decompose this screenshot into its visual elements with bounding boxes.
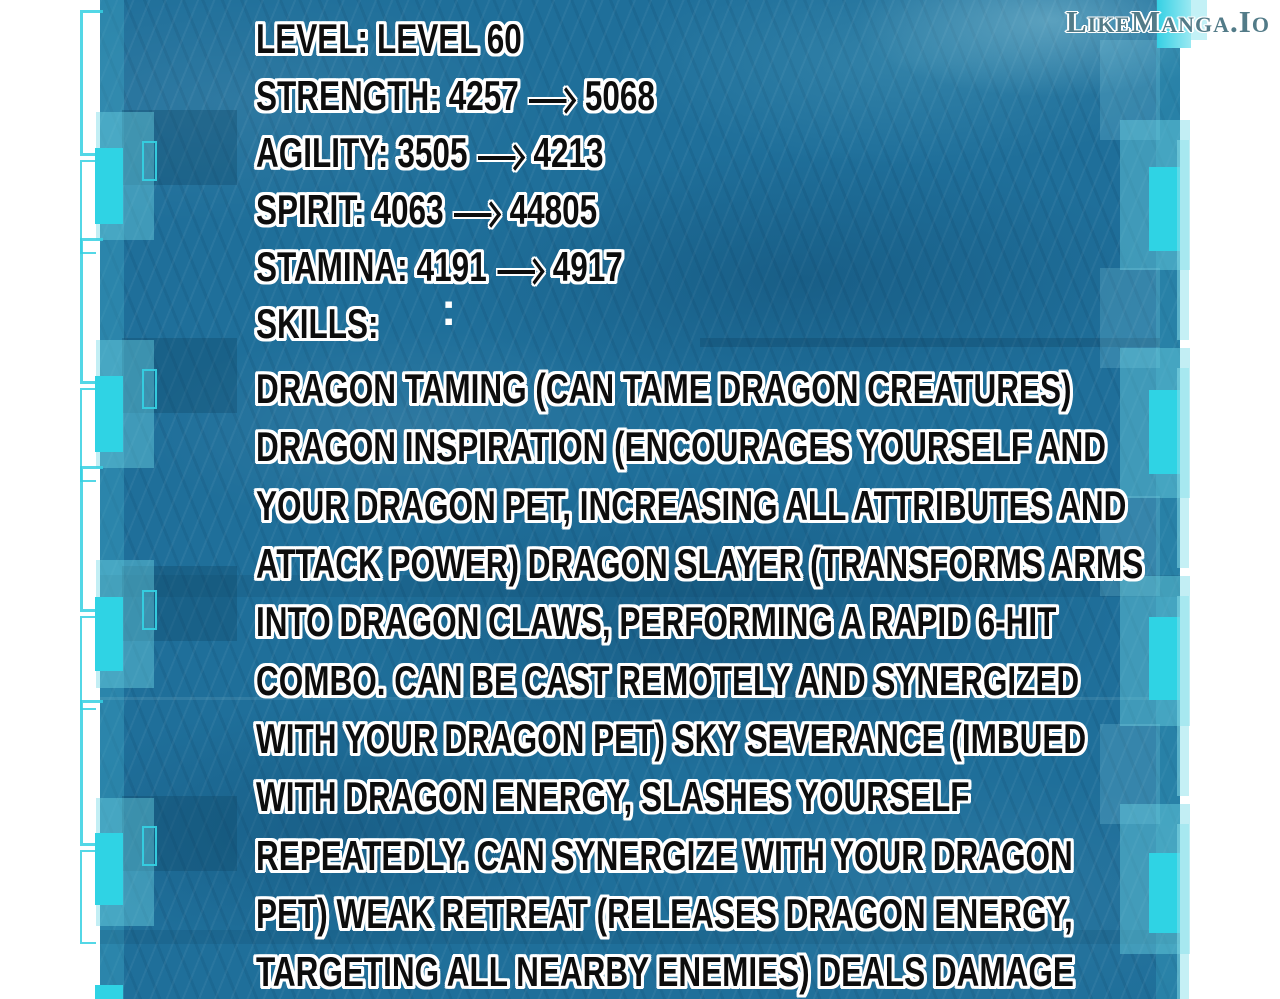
stat-from: 4063 [373, 186, 444, 233]
skills-text-line: WITH DRAGON ENERGY, SLASHES YOURSELF [256, 773, 970, 820]
stat-from: 3505 [397, 129, 468, 176]
stat-value: LEVEL 60 [377, 15, 522, 62]
skills-text-line: DRAGON TAMING (CAN TAME DRAGON CREATURES) [256, 365, 1072, 412]
glitch-outline-rect [142, 141, 157, 181]
stat-line-spirit [256, 186, 598, 233]
skills-text-line: REPEATEDLY. CAN SYNERGIZE WITH YOUR DRAGON [256, 832, 1073, 879]
skills-text-line: ATTACK POWER) DRAGON SLAYER (TRANSFORMS ARMS [256, 540, 1144, 587]
stat-label: AGILITY: [256, 129, 389, 176]
glitch-light-strip [1177, 596, 1189, 796]
arrow-right-icon [496, 259, 544, 285]
skills-text-line: DRAGON INSPIRATION (ENCOURAGES YOURSELF AND [256, 423, 1106, 470]
glitch-light-strip [1177, 140, 1189, 340]
glitch-bright-block [1149, 167, 1180, 251]
glitch-bright-block [95, 833, 123, 905]
glitch-bright-block [95, 985, 123, 999]
stat-to: 4917 [552, 243, 623, 290]
skills-text-line: YOUR DRAGON PET, INCREASING ALL ATTRIBUTES AND [256, 482, 1127, 529]
stat-label: SPIRIT: [256, 186, 365, 233]
glitch-light-strip [1177, 824, 1189, 999]
glitch-bright-block [95, 148, 123, 224]
stat-line-level [256, 15, 522, 62]
glitch-bright-block [1149, 853, 1180, 933]
glitch-outline-rect [142, 826, 157, 866]
stat-line-agility [256, 129, 604, 176]
watermark: LikeManga.Io [1066, 4, 1270, 39]
glitch-light-strip [1177, 368, 1189, 568]
arrow-right-icon [528, 88, 576, 114]
stat-to: 44805 [509, 186, 598, 233]
glitch-bright-block [95, 376, 123, 452]
glitch-bright-block [1149, 390, 1180, 474]
stat-line-skills-header [256, 300, 379, 347]
glitch-bracket [80, 850, 96, 944]
skills-text-line: WITH YOUR DRAGON PET) SKY SEVERANCE (IMBUED [256, 715, 1087, 762]
stat-line-strength [256, 72, 655, 119]
arrow-right-icon [476, 145, 524, 171]
stat-line-stamina [256, 243, 623, 290]
stat-from: 4257 [448, 72, 519, 119]
glitch-outline-rect [142, 590, 157, 630]
glitch-bracket [80, 616, 96, 710]
skills-text-line: INTO DRAGON CLAWS, PERFORMING A RAPID 6-HIT [256, 598, 1057, 645]
skills-text-line: PET) WEAK RETREAT (RELEASES DRAGON ENERGY, [256, 890, 1073, 937]
stat-label: STRENGTH: [256, 72, 440, 119]
glitch-bright-block [1149, 617, 1180, 700]
arrow-right-icon [453, 202, 501, 228]
stat-to: 5068 [584, 72, 655, 119]
glitch-band [700, 338, 1160, 347]
stat-label: LEVEL: [256, 15, 369, 62]
stat-label: STAMINA: [256, 243, 408, 290]
glitch-outline-rect [142, 369, 157, 409]
stat-from: 4191 [416, 243, 487, 290]
skills-text-line: COMBO. CAN BE CAST REMOTELY AND SYNERGIZED [256, 657, 1080, 704]
skills-text-line: TARGETING ALL NEARBY ENEMIES) DEALS DAMAGE [256, 948, 1074, 995]
glitch-bright-block [95, 597, 123, 671]
stat-label: SKILLS: [256, 300, 379, 347]
glitch-colon-mark: : [441, 283, 457, 335]
stat-to: 4213 [533, 129, 604, 176]
